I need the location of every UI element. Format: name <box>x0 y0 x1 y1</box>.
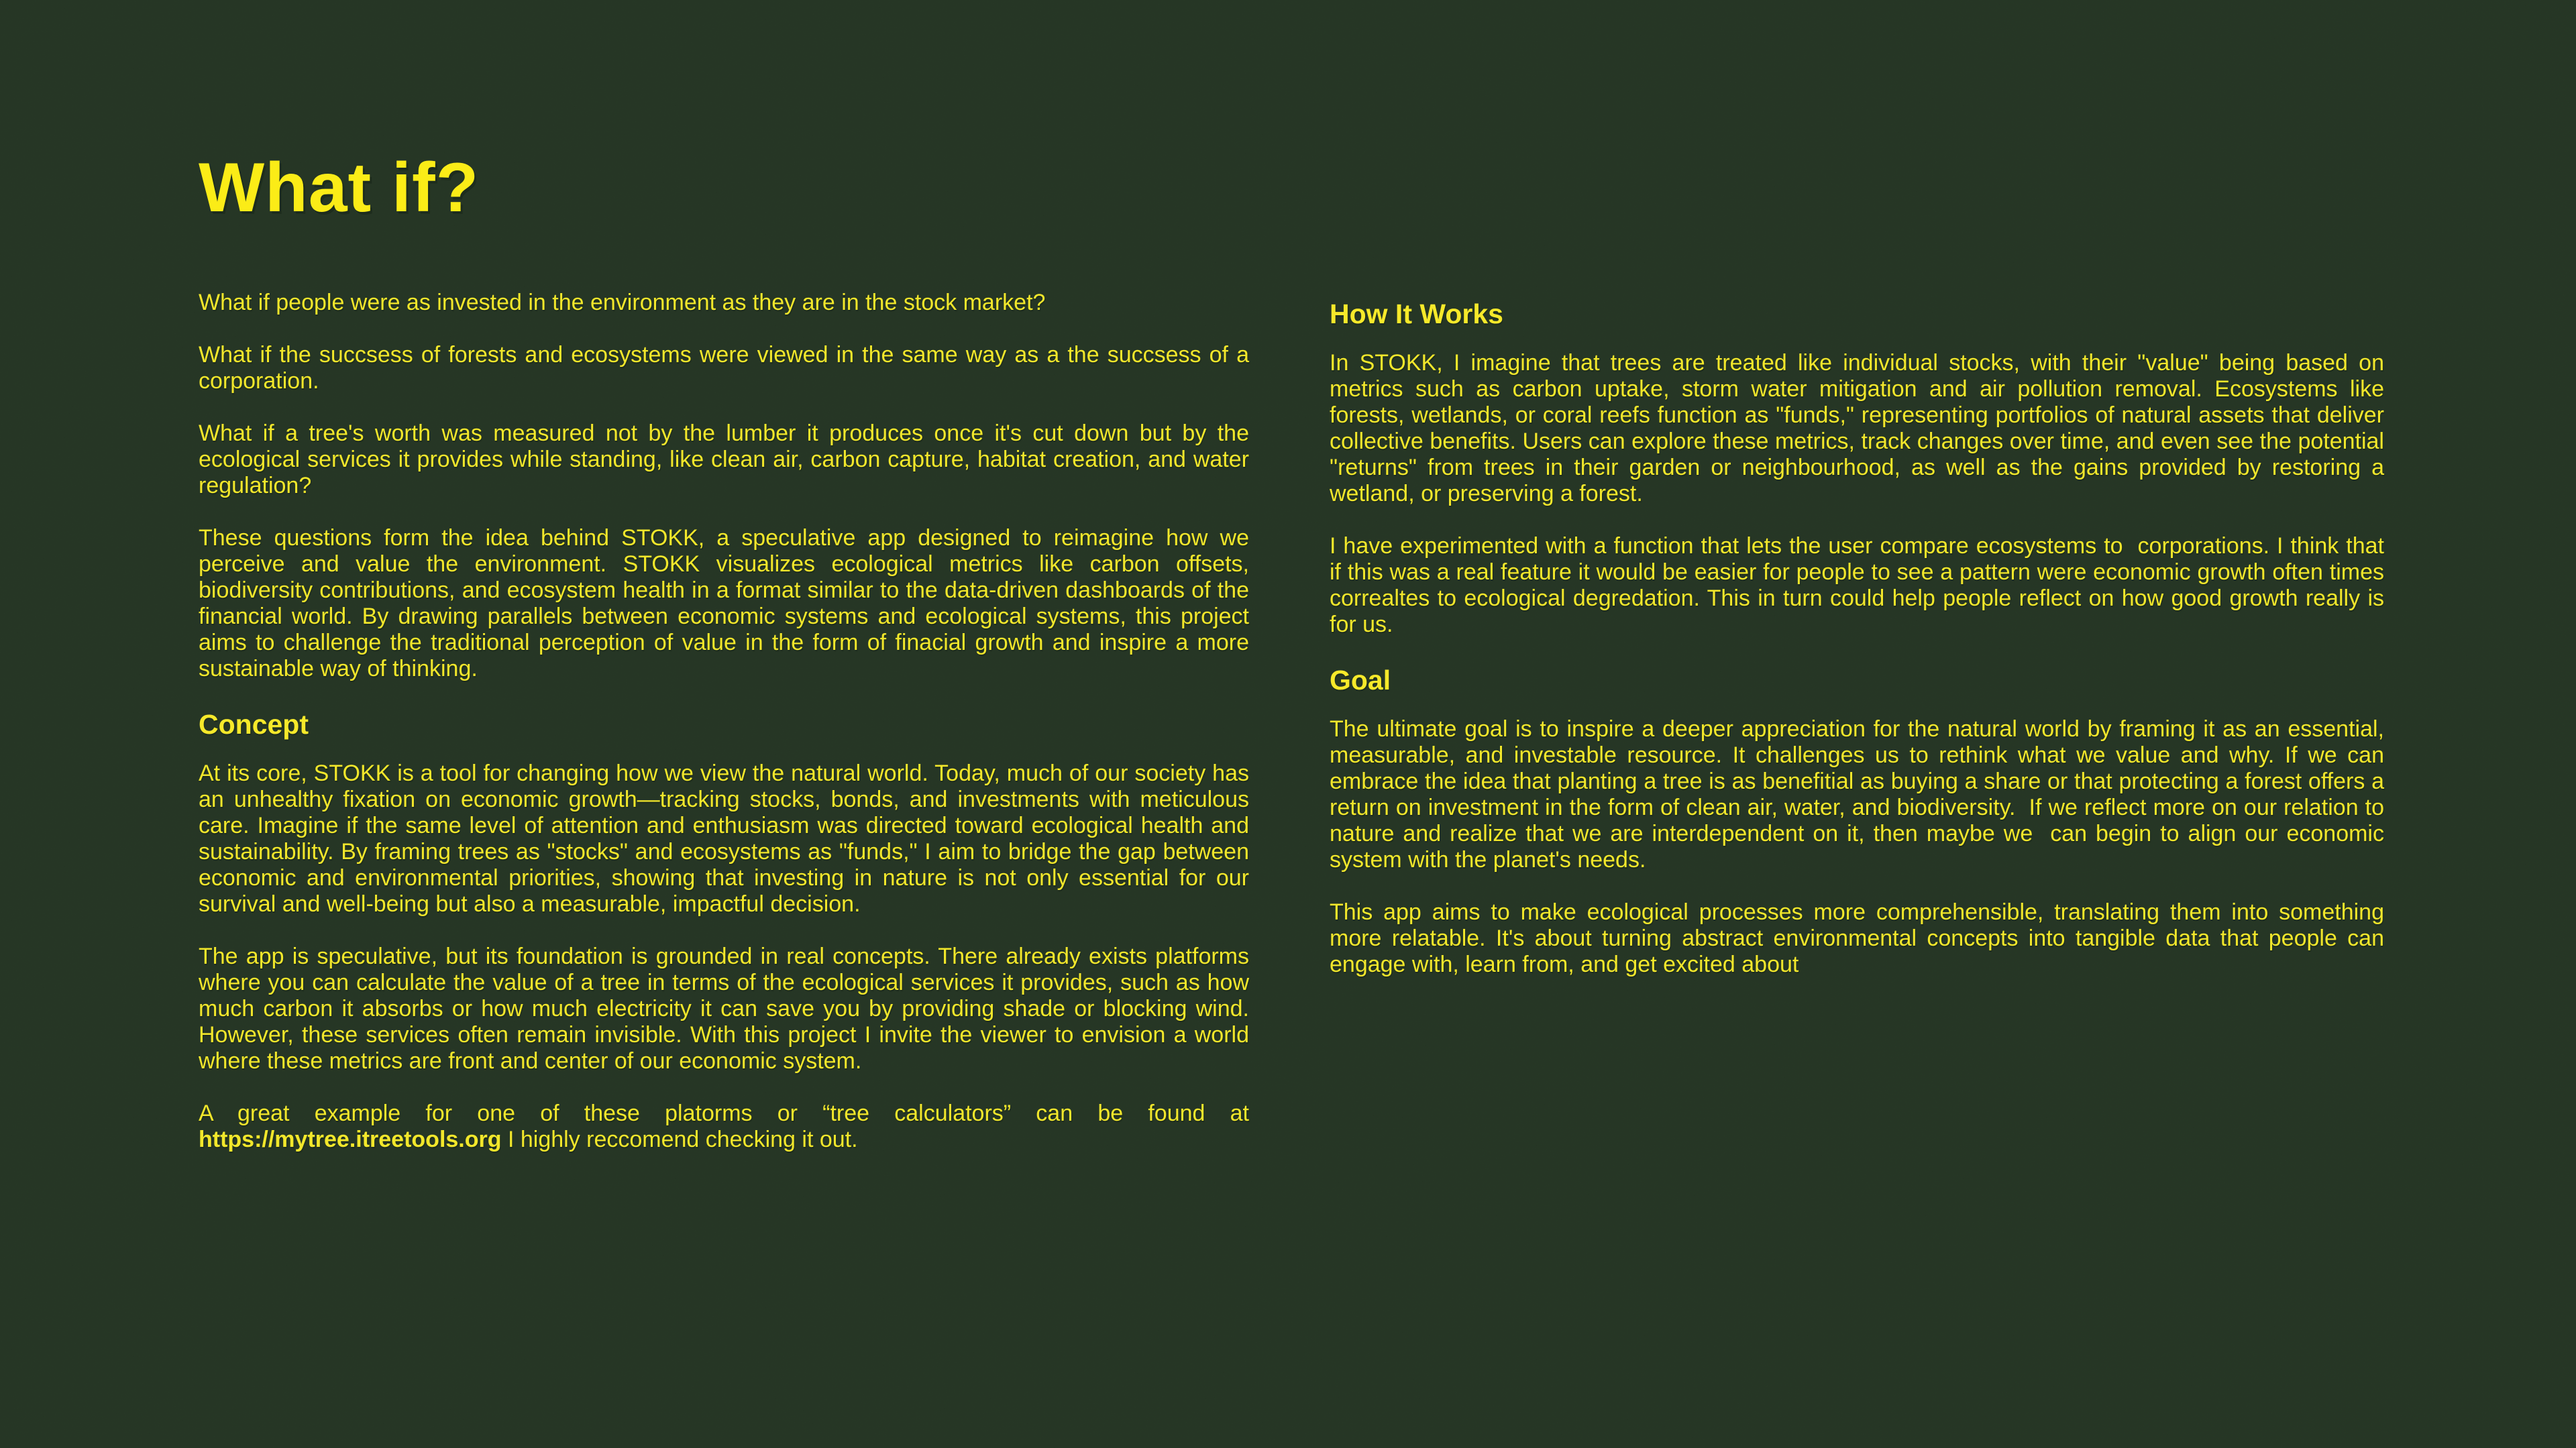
intro-paragraph-4: These questions form the idea behind STOKK, a speculative app designed to reimagine how we perceive and value the environment. STOKK visualizes ecological metrics like carbon offsets, biodiversity contributions, and ecosystem health in a format similar to the data-driven dashboards of the financial world. By drawing parallels between economic systems and ecological systems, this project aims to challenge the traditional perception of value in the form of finacial growth and inspire a more sustainable way of thinking. <box>199 525 1256 681</box>
left-column <box>199 149 1256 1179</box>
example-text-post: I highly reccomend checking it out. <box>501 1127 858 1152</box>
how-it-works-paragraph-2: I have experimented with a function that lets the user compare ecosystems to corporations. I think that if this was a real feature it would be easier for people to see a pattern were economic growth often times correaltes to ecological degredation. This in turn could help people reflect on how good growth really is for us. <box>1330 533 2391 637</box>
example-paragraph <box>199 1101 1256 1153</box>
section-heading-goal: Goal <box>1330 665 1391 695</box>
goal-paragraph-2: This app aims to make ecological processes more comprehensible, translating them into something more relatable. It's about turning abstract environmental concepts into tangible data that people can engage with, learn from, and get excited about <box>1330 899 2391 977</box>
goal-paragraph-1: The ultimate goal is to inspire a deeper appreciation for the natural world by framing it as an essential, measurable, and investable resource. It challenges us to rethink what we value and why. If we can embrace the idea that planting a tree is as benefitial as buying a share or that protecting a forest offers a return on investment in the form of clean air, water, and biodiversity. If we reflect more on our relation to nature and realize that we are interdependent on it, then maybe we can begin to align our economic system with the planet's needs. <box>1330 716 2391 873</box>
section-heading-concept: Concept <box>199 709 309 740</box>
example-text-pre: A great example for one of these platorms or “tree calculators” can be found at <box>199 1101 1256 1126</box>
intro-paragraph-2: What if the succsess of forests and ecosystems were viewed in the same way as a the succsess of a corporation. <box>199 342 1256 394</box>
itreetools-link[interactable]: https://mytree.itreetools.org <box>199 1127 502 1152</box>
page-title: What if? <box>199 149 480 227</box>
concept-paragraph-1: At its core, STOKK is a tool for changing how we view the natural world. Today, much of our society has an unhealthy fixation on economic growth—tracking stocks, bonds, and investments with meticulous care. Imagine if the same level of attention and enthusiasm was directed toward ecological health and sustainability. By framing trees as "stocks" and ecosystems as "funds," I aim to bridge the gap between economic and environmental priorities, showing that investing in nature is not only essential for our survival and well-being but also a measurable, impactful decision. <box>199 761 1256 917</box>
intro-paragraph-1: What if people were as invested in the environment as they are in the stock market? <box>199 290 1046 315</box>
right-column <box>1330 298 2391 1004</box>
section-heading-how-it-works: How It Works <box>1330 298 1503 329</box>
how-it-works-paragraph-1: In STOKK, I imagine that trees are treated like individual stocks, with their "value" being based on metrics such as carbon uptake, storm water mitigation and air pollution removal. Ecosystems like forests, wetlands, or coral reefs function as "funds," representing portfolios of natural assets that deliver collective benefits. Users can explore these metrics, track changes over time, and even see the potential "returns" from trees in their garden or neighbourhood, as well as the gains provided by restoring a wetland, or preserving a forest. <box>1330 350 2391 506</box>
intro-paragraph-3: What if a tree's worth was measured not by the lumber it produces once it's cut down but by the ecological services it provides while standing, like clean air, carbon capture, habitat creation, and water regulation? <box>199 421 1256 498</box>
concept-paragraph-2: The app is speculative, but its foundation is grounded in real concepts. There already exists platforms where you can calculate the value of a tree in terms of the ecological services it provides, such as how much carbon it absorbs or how much electricity it can save you by providing shade or blocking wind. However, these services often remain invisible. With this project I invite the viewer to envision a world where these metrics are front and center of our economic system. <box>199 944 1256 1074</box>
